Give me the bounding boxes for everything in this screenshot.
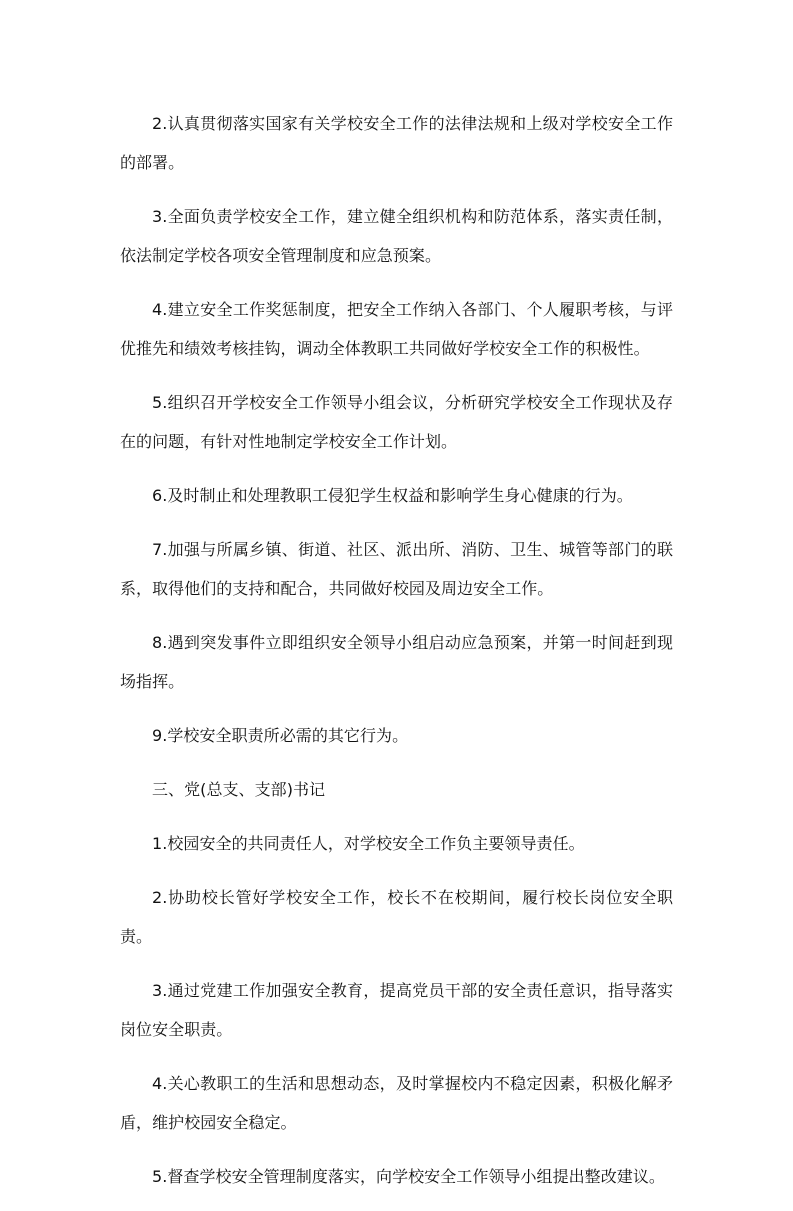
paragraph-6: 7.加强与所属乡镇、街道、社区、派出所、消防、卫生、城管等部门的联系，取得他们的支持和配合，共同做好校园及周边安全工作。 xyxy=(120,540,673,598)
document-body xyxy=(120,104,673,1211)
paragraph-13: 5.督查学校安全管理制度落实，向学校安全工作领导小组提出整改建议。 xyxy=(152,1167,665,1186)
paragraph-9: 1.校园安全的共同责任人，对学校安全工作负主要领导责任。 xyxy=(152,834,585,853)
paragraph-5: 6.及时制止和处理教职工侵犯学生权益和影响学生身心健康的行为。 xyxy=(152,486,633,505)
paragraph-7: 8.遇到突发事件立即组织安全领导小组启动应急预案，并第一时间赶到现场指挥。 xyxy=(120,633,673,691)
paragraph-12: 4.关心教职工的生活和思想动态，及时掌握校内不稳定因素，积极化解矛盾，维护校园安全稳定。 xyxy=(120,1074,673,1132)
paragraph-8: 9.学校安全职责所必需的其它行为。 xyxy=(152,726,409,745)
section-heading: 三、党(总支、支部)书记 xyxy=(152,780,326,799)
paragraph-3: 4.建立安全工作奖惩制度，把安全工作纳入各部门、个人履职考核，与评优推先和绩效考核挂钩，调动全体教职工共同做好学校安全工作的积极性。 xyxy=(120,300,673,358)
paragraph-11: 3.通过党建工作加强安全教育，提高党员干部的安全责任意识，指导落实岗位安全职责。 xyxy=(120,981,673,1039)
paragraph-1: 2.认真贯彻落实国家有关学校安全工作的法律法规和上级对学校安全工作的部署。 xyxy=(120,114,673,172)
paragraph-10: 2.协助校长管好学校安全工作，校长不在校期间，履行校长岗位安全职责。 xyxy=(120,888,673,946)
paragraph-4: 5.组织召开学校安全工作领导小组会议，分析研究学校安全工作现状及存在的问题，有针对性地制定学校安全工作计划。 xyxy=(120,393,673,451)
paragraph-2: 3.全面负责学校安全工作，建立健全组织机构和防范体系，落实责任制，依法制定学校各项安全管理制度和应急预案。 xyxy=(120,207,673,265)
